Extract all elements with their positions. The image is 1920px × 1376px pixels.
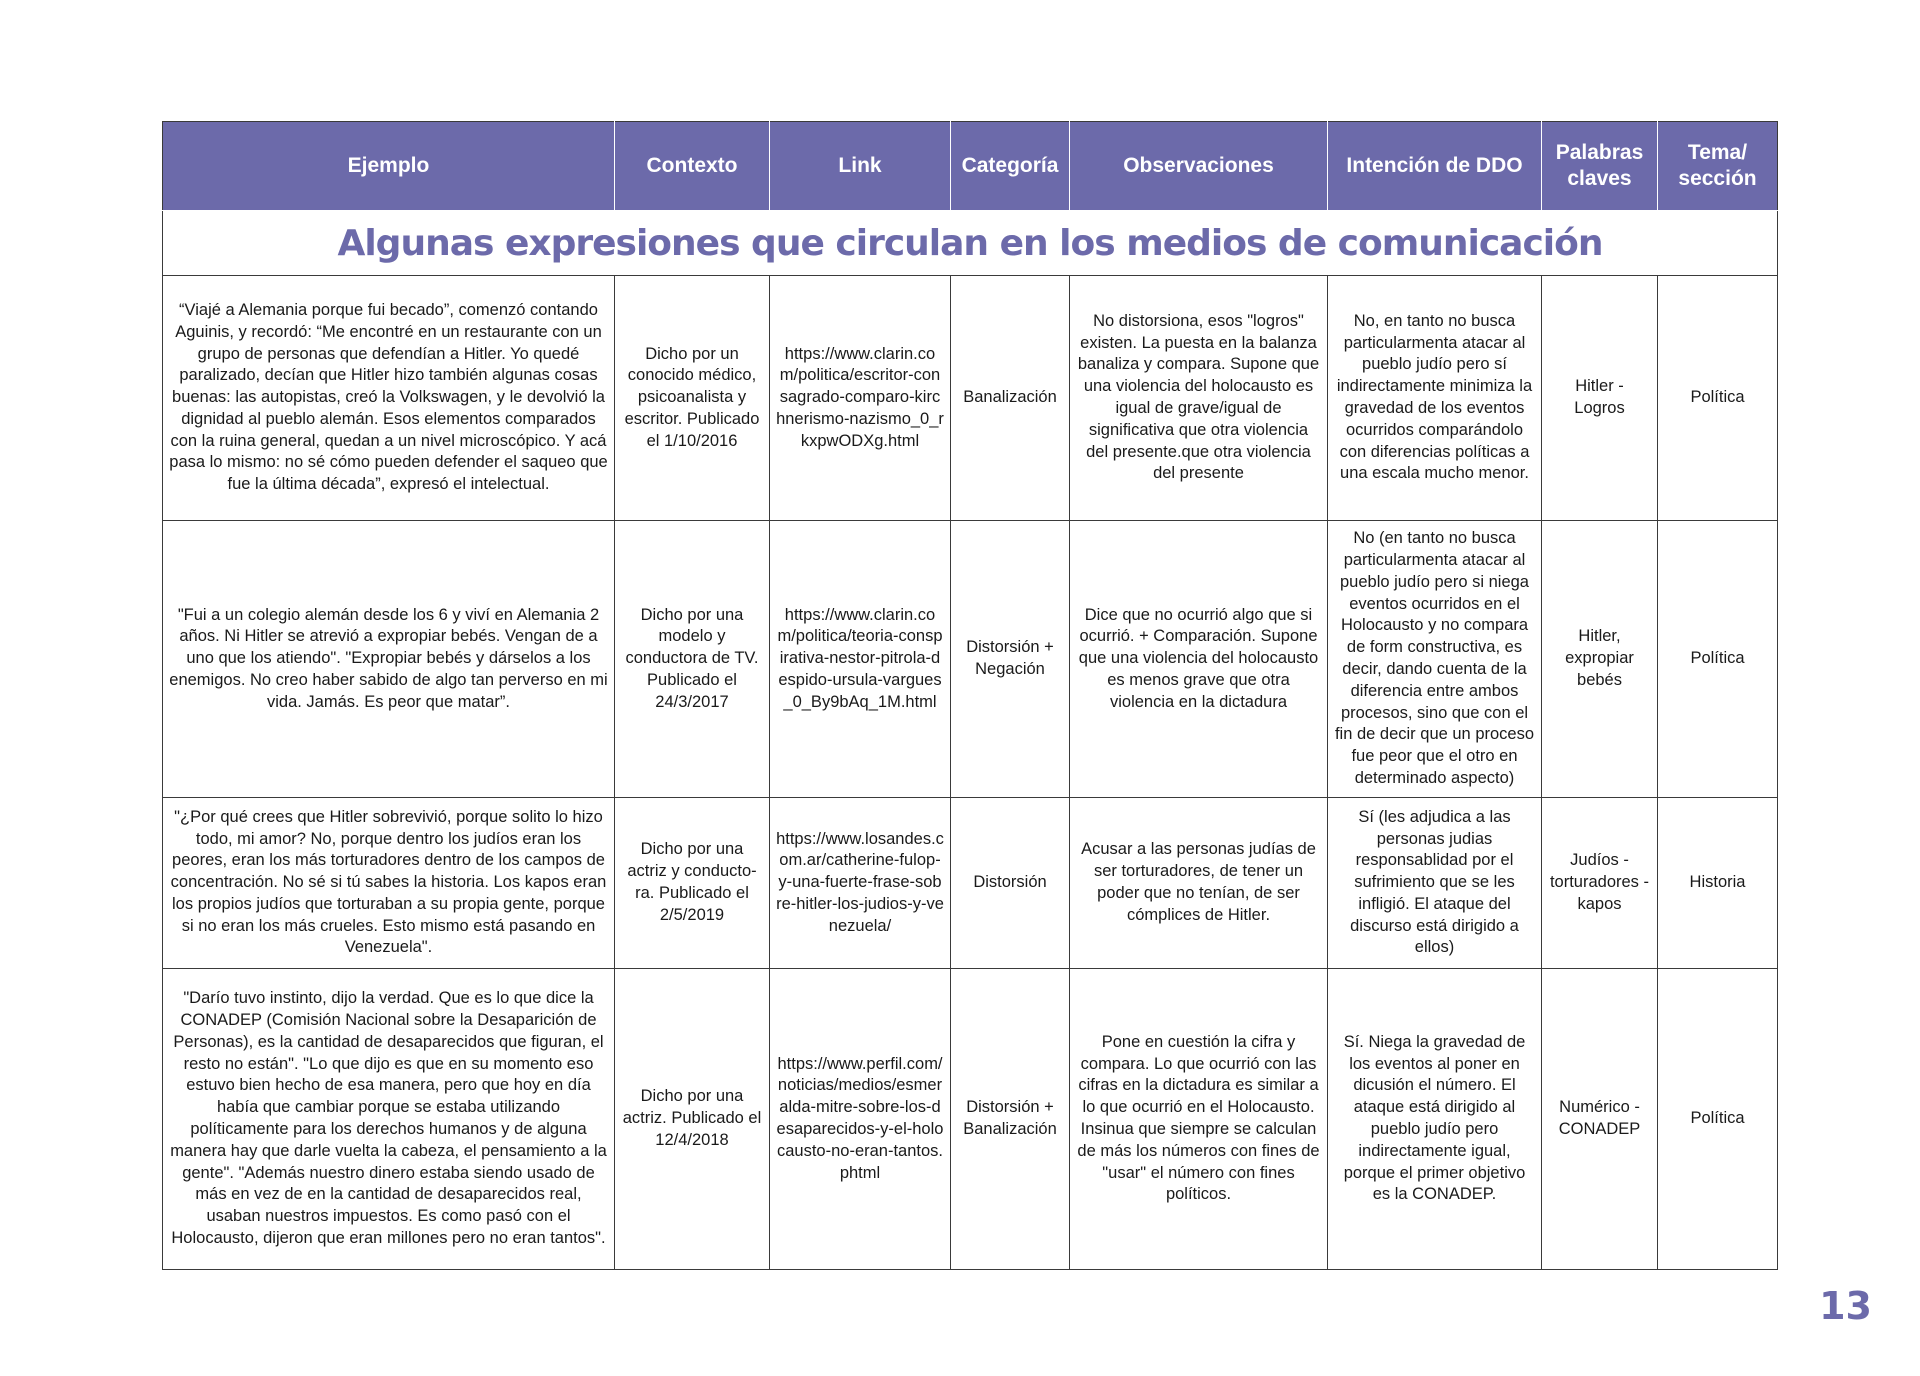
table-row <box>163 798 1778 969</box>
banner-row <box>163 211 1778 276</box>
header-tema-seccion: Tema/ sección <box>1658 122 1778 211</box>
cell-categoria: Distorsión + Banalización <box>951 969 1070 1270</box>
header-row <box>163 122 1778 211</box>
cell-intencion: No, en tanto no busca particularmenta atacar al pueblo judío pero sí indirectamente minimiza la gravedad de los eventos ocurridos comparándolo con diferencias políticas a una escala mucho menor. <box>1328 276 1542 521</box>
cell-palabras-claves: Judíos - torturadores - kapos <box>1542 798 1658 969</box>
header-contexto: Contexto <box>615 122 770 211</box>
cell-observaciones: No distorsiona, esos "logros" existen. La puesta en la balanza banaliza y compara. Supone que una violencia del holocausto es igual de grave/igual de significativa que otra violencia del presente.que otra violencia del presente <box>1070 276 1328 521</box>
cell-link[interactable]: https://www.clarin.com/politica/escritor-consagrado-comparo-kirchnerismo-nazismo_0_rkxpwODXg.html <box>770 276 951 521</box>
cell-ejemplo: "Fui a un colegio alemán desde los 6 y viví en Alemania 2 años. Ni Hitler se atrevió a expropiar bebés. Vengan de a uno que los atiendo". "Expropiar bebés y dárselos a los enemigos. No creo haber sabido de algo tan perverso en mi vida. Jamás. Es peor que matar”. <box>163 521 615 798</box>
cell-contexto: Dicho por una actriz y conducto-ra. Publicado el 2/5/2019 <box>615 798 770 969</box>
header-link: Link <box>770 122 951 211</box>
header-intencion: Intención de DDO <box>1328 122 1542 211</box>
cell-tema: Política <box>1658 276 1778 521</box>
cell-ejemplo: “Viajé a Alemania porque fui becado”, comenzó contando Aguinis, y recordó: “Me encontré en un restaurante con un grupo de personas que defendían a Hitler. Yo quedé paralizado, decían que Hitler hizo también algunas cosas buenas: las autopistas, creó la Volkswagen, y le devolvió la dignidad al pueblo alemán. Esos elementos comparados con la ruina general, quedan a un nivel microscópico. Y acá pasa lo mismo: no sé cómo pueden defender el saqueo que fue la última década”, expresó el intelectual. <box>163 276 615 521</box>
cell-observaciones: Dice que no ocurrió algo que si ocurrió. + Comparación. Supone que una violencia del holocausto es menos grave que otra violencia en la dictadura <box>1070 521 1328 798</box>
table-row <box>163 521 1778 798</box>
cell-observaciones: Pone en cuestión la cifra y compara. Lo que ocurrió con las cifras en la dictadura es similar a lo que ocurrió en el Holocausto. Insinua que siempre se calculan de más los números con fines de "usar" el número con fines políticos. <box>1070 969 1328 1270</box>
cell-categoria: Banalización <box>951 276 1070 521</box>
cell-link[interactable]: https://www.clarin.com/politica/teoria-conspirativa-nestor-pitrola-despido-ursula-vargues_0_By9bAq_1M.html <box>770 521 951 798</box>
header-observaciones: Observaciones <box>1070 122 1328 211</box>
header-palabras-claves: Palabras claves <box>1542 122 1658 211</box>
cell-categoria: Distorsión + Negación <box>951 521 1070 798</box>
table-row <box>163 276 1778 521</box>
cell-link[interactable]: https://www.perfil.com/noticias/medios/esmeralda-mitre-sobre-los-desaparecidos-y-el-holocausto-no-eran-tantos.phtml <box>770 969 951 1270</box>
cell-palabras-claves: Hitler, expropiar bebés <box>1542 521 1658 798</box>
cell-contexto: Dicho por una actriz. Publicado el 12/4/2018 <box>615 969 770 1270</box>
cell-link[interactable]: https://www.losandes.com.ar/catherine-fulop-y-una-fuerte-frase-sobre-hitler-los-judios-y-venezuela/ <box>770 798 951 969</box>
cell-contexto: Dicho por un conocido médico, psicoanalista y escritor. Publicado el 1/10/2016 <box>615 276 770 521</box>
section-banner: Algunas expresiones que circulan en los medios de comunicación <box>163 211 1778 276</box>
cell-tema: Política <box>1658 969 1778 1270</box>
page-number: 13 <box>1819 1284 1872 1328</box>
cell-tema: Política <box>1658 521 1778 798</box>
cell-observaciones: Acusar a las personas judías de ser torturadores, de tener un poder que no tenían, de ser cómplices de Hitler. <box>1070 798 1328 969</box>
cell-intencion: Sí (les adjudica a las personas judias responsablidad por el sufrimiento que se les infligió. El ataque del discurso está dirigido a ellos) <box>1328 798 1542 969</box>
examples-table <box>162 121 1778 1270</box>
cell-intencion: No (en tanto no busca particularmenta atacar al pueblo judío pero si niega eventos ocurridos en el Holocausto y no compara de form constructiva, es decir, dando cuenta de la diferencia entre ambos procesos, sino que con el fin de decir que un proceso fue peor que el otro en determinado aspecto) <box>1328 521 1542 798</box>
table-row <box>163 969 1778 1270</box>
header-ejemplo: Ejemplo <box>163 122 615 211</box>
cell-categoria: Distorsión <box>951 798 1070 969</box>
cell-tema: Historia <box>1658 798 1778 969</box>
cell-palabras-claves: Numérico - CONADEP <box>1542 969 1658 1270</box>
cell-contexto: Dicho por una modelo y conductora de TV. Publicado el 24/3/2017 <box>615 521 770 798</box>
header-categoria: Categoría <box>951 122 1070 211</box>
cell-ejemplo: "¿Por qué crees que Hitler sobrevivió, porque solito lo hizo todo, mi amor? No, porque dentro los judíos eran los peores, eran los más torturadores dentro de los campos de concentración. No sé si tú sabes la historia. Los kapos eran los propios judíos que torturaban a su propia gente, porque si no eran los más crueles. Esto mismo está pasando en Venezuela". <box>163 798 615 969</box>
cell-palabras-claves: Hitler - Logros <box>1542 276 1658 521</box>
cell-intencion: Sí. Niega la gravedad de los eventos al poner en dicusión el número. El ataque está dirigido al pueblo judío pero indirectamente igual, porque el primer objetivo es la CONADEP. <box>1328 969 1542 1270</box>
cell-ejemplo: "Darío tuvo instinto, dijo la verdad. Que es lo que dice la CONADEP (Comisión Nacional sobre la Desaparición de Personas), es la cantidad de desaparecidos que figuran, el resto no están". "Lo que dijo es que en su momento eso estuvo bien hecho de esa manera, pero que hoy en día había que cambiar porque se estaba utilizando políticamente para los derechos humanos y de alguna manera hay que darle vuelta la cabeza, el pensamiento a la gente". "Además nuestro dinero estaba siendo usado de más en vez de en la cantidad de desaparecidos real, usaban nuestros impuestos. Es como pasó con el Holocausto, dijeron que eran millones pero no eran tantos". <box>163 969 615 1270</box>
